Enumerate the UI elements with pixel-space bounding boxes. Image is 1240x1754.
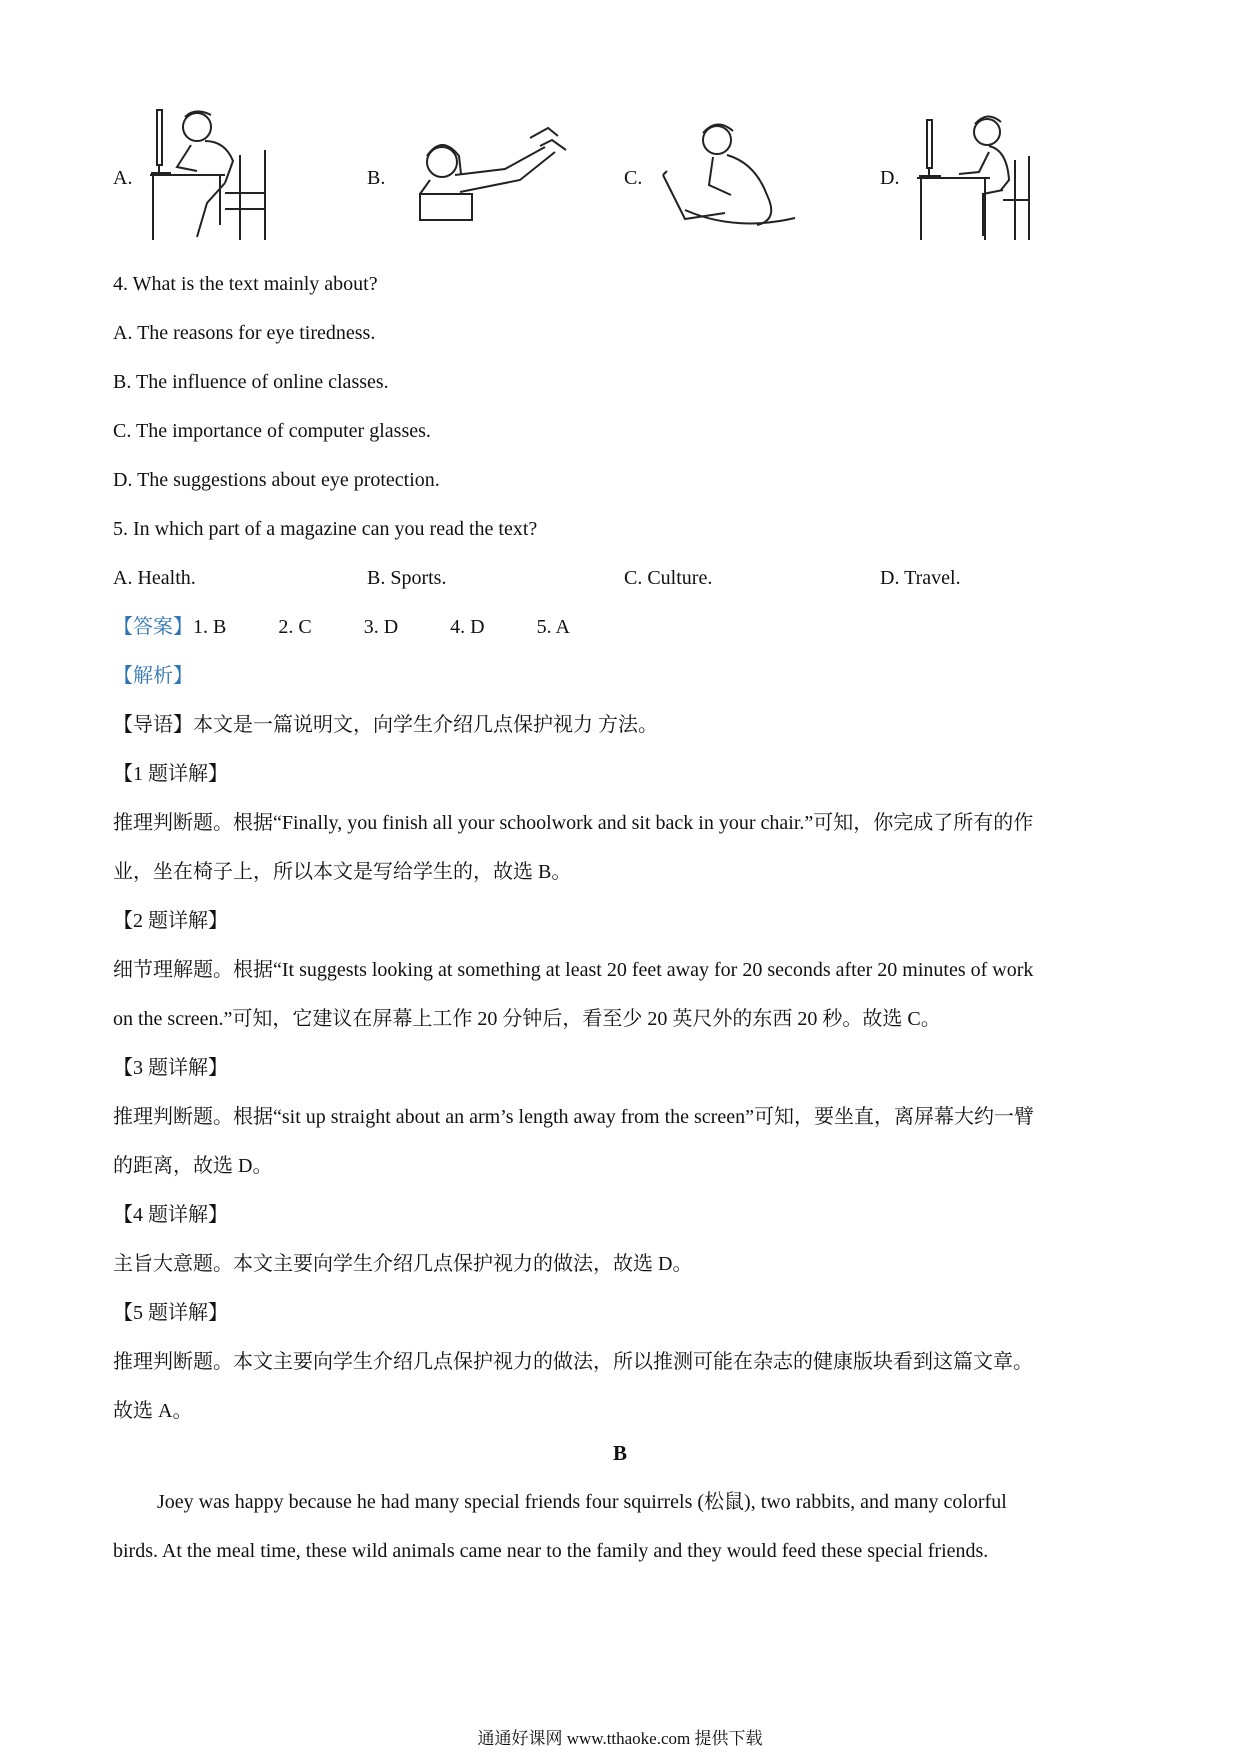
question-4-option-c: C. The importance of computer glasses.	[113, 420, 431, 442]
answer-line	[113, 614, 570, 640]
detail-3-heading: 【3 题详解】	[113, 1057, 228, 1079]
lying-with-laptop-picture	[400, 120, 570, 230]
detail-2-line-1: 细节理解题。根据“It suggests looking at something at least 20 feet away for 20 seconds after 20 minutes of work	[113, 959, 1034, 981]
answer-item: 5. A	[536, 616, 570, 638]
sitting-hunched-at-desk-picture	[145, 105, 275, 245]
detail-1-line-2: 业，坐在椅子上，所以本文是写给学生的，故选 B。	[113, 861, 572, 883]
figure-option-a-label: A.	[113, 167, 133, 189]
figure-option-d-label: D.	[880, 167, 900, 189]
answer-item: 2. C	[278, 616, 312, 638]
section-b-line-2: birds. At the meal time, these wild animals came near to the family and they would feed these special friends.	[113, 1540, 989, 1562]
answer-item: 3. D	[363, 616, 399, 638]
answer-item: 4. D	[450, 616, 485, 638]
detail-5-heading: 【5 题详解】	[113, 1302, 228, 1324]
answer-tag: 【答案】	[113, 616, 193, 638]
detail-3-line-1: 推理判断题。根据“sit up straight about an arm’s length away from the screen”可知，要坐直，离屏幕大约一臂	[113, 1106, 1034, 1128]
analysis-tag: 【解析】	[113, 665, 193, 687]
detail-1-heading: 【1 题详解】	[113, 763, 228, 785]
detail-1-line-1: 推理判断题。根据“Finally, you finish all your schoolwork and sit back in your chair.”可知，你完成了所有的作	[113, 812, 1034, 834]
detail-2-heading: 【2 题详解】	[113, 910, 228, 932]
figure-option-b-label: B.	[367, 167, 386, 189]
page-footer: 通通好课网 www.tthaoke.com 提供下载	[477, 1729, 763, 1748]
detail-4-line-1: 主旨大意题。本文主要向学生介绍几点保护视力的做法，故选 D。	[113, 1253, 693, 1275]
question-5-option-d: D. Travel.	[880, 567, 961, 589]
detail-4-heading: 【4 题详解】	[113, 1204, 228, 1226]
question-4-option-a: A. The reasons for eye tiredness.	[113, 322, 376, 344]
detail-3-line-2: 的距离，故选 D。	[113, 1155, 273, 1177]
guide-text: 【导语】本文是一篇说明文，向学生介绍几点保护视力 方法。	[113, 714, 658, 736]
answer-item: 1. B	[193, 616, 227, 638]
question-4: 4. What is the text mainly about?	[113, 273, 378, 295]
question-5-option-c: C. Culture.	[624, 567, 713, 589]
question-5-option-b: B. Sports.	[367, 567, 447, 589]
figure-option-c-label: C.	[624, 167, 643, 189]
section-b-title: B	[612, 1441, 627, 1465]
question-5: 5. In which part of a magazine can you read the text?	[113, 518, 538, 540]
cross-legged-with-laptop-picture	[655, 115, 805, 235]
detail-5-line-1: 推理判断题。本文主要向学生介绍几点保护视力的做法，所以推测可能在杂志的健康版块看到这篇文章。	[113, 1351, 1033, 1373]
question-4-option-d: D. The suggestions about eye protection.	[113, 469, 440, 491]
detail-5-line-2: 故选 A。	[113, 1400, 193, 1422]
section-b-line-1: Joey was happy because he had many special friends four squirrels (松鼠), two rabbits, and many colorful	[157, 1491, 1007, 1513]
sitting-upright-at-desk-picture	[915, 110, 1035, 245]
question-5-option-a: A. Health.	[113, 567, 196, 589]
detail-2-line-2: on the screen.”可知，它建议在屏幕上工作 20 分钟后，看至少 20 英尺外的东西 20 秒。故选 C。	[113, 1008, 941, 1030]
question-4-option-b: B. The influence of online classes.	[113, 371, 389, 393]
